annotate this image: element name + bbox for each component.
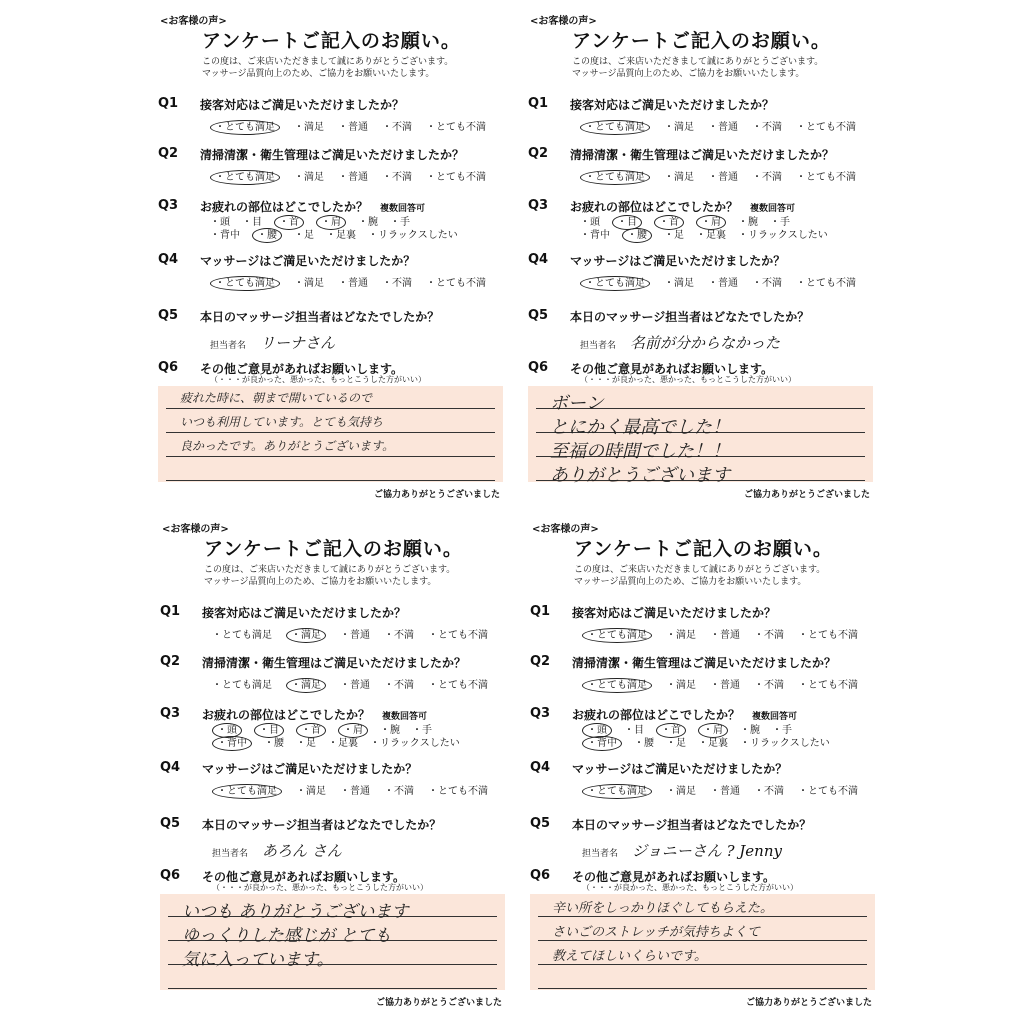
option-very-satisfied[interactable]: ・とても満足 [582,628,652,643]
option-very-dissatisfied[interactable]: ・とても不満 [428,680,488,691]
option-very-dissatisfied[interactable]: ・とても不満 [426,278,486,289]
question-number: Q3 [160,706,181,721]
staff-name: ジョニーさん ? Jenny [632,842,782,860]
sheet-intro [202,56,453,80]
body-parts [580,216,840,242]
handwritten-comment-line: さいごのストレッチが気持ちよくて [552,925,760,940]
sheet-intro [572,56,823,80]
part-leg[interactable]: ・足 [294,230,314,241]
part-eyes[interactable]: ・目 [242,217,262,228]
question-text-main: お疲れの部位はどこでしたか？ [570,200,739,214]
option-very-satisfied[interactable]: ・とても満足 [580,276,650,291]
option-dissatisfied[interactable]: ・不満 [752,278,782,289]
option-satisfied[interactable]: ・満足 [296,786,326,797]
part-neck[interactable]: ・首 [654,215,684,230]
option-very-satisfied[interactable]: ・とても満足 [212,784,282,799]
question-text: 清掃清潔・衛生管理はご満足いただけましたか？ [570,148,835,162]
rating-options [210,118,500,133]
option-neutral[interactable]: ・普通 [710,630,740,641]
part-hand[interactable]: ・手 [412,725,432,736]
thanks-text: ご協力ありがとうございました [373,490,500,500]
sheet-title: アンケートご記入のお願い。 [204,538,463,560]
option-very-satisfied[interactable]: ・とても満足 [212,630,272,641]
sheet-tag: <お客様の声> [162,524,229,535]
rating-options [212,782,502,797]
part-hand[interactable]: ・手 [772,725,792,736]
handwritten-comment-line: いつも ありがとうございます [182,902,409,922]
option-satisfied[interactable]: ・満足 [664,278,694,289]
part-arm[interactable]: ・腕 [738,217,758,228]
question-number: Q5 [528,308,549,323]
handwritten-comment-line: とにかく最高でした！ [550,417,730,438]
part-sole[interactable]: ・足裏 [698,738,728,749]
part-relax[interactable]: ・リラックスしたい [368,230,458,241]
question-number: Q5 [158,308,179,323]
part-sole[interactable]: ・足裏 [328,738,358,749]
question-text: その他ご意見があればお願いします。 [572,870,776,884]
part-head[interactable]: ・頭 [580,217,600,228]
part-eyes[interactable]: ・目 [254,723,284,738]
body-parts-row [210,229,470,242]
handwritten-comment-line: いつも利用しています。とても気持ち [180,415,384,429]
question-note: （・・・が良かった、悪かった、もっとこうした方がいい） [582,883,798,892]
option-very-dissatisfied[interactable]: ・とても不満 [428,786,488,797]
survey-sheet-3 [152,516,512,1016]
option-neutral[interactable]: ・普通 [340,786,370,797]
part-shoulder[interactable]: ・肩 [696,215,726,230]
question-text: マッサージはご満足いただけましたか？ [572,762,788,776]
option-satisfied[interactable]: ・満足 [286,678,326,693]
question-text [570,198,795,215]
thanks-text: ご協力ありがとうございました [375,998,502,1008]
question-number: Q5 [160,816,181,831]
rating-options [210,274,500,289]
comment-line [166,480,495,481]
question-number: Q6 [160,868,181,883]
option-dissatisfied[interactable]: ・不満 [382,122,412,133]
option-satisfied[interactable]: ・満足 [666,786,696,797]
handwritten-comment-line: ゆっくりした感じが とても [182,926,392,946]
question-text-main: お疲れの部位はどこでしたか？ [200,200,369,214]
part-relax[interactable]: ・リラックスしたい [740,738,830,749]
body-parts-row [582,737,842,750]
question-note: 複数回答可 [382,712,428,722]
intro-line: マッサージ品質向上のため、ご協力をお願いいたします。 [202,69,435,79]
part-shoulder[interactable]: ・肩 [316,215,346,230]
question-note: 複数回答可 [752,712,798,722]
option-very-satisfied[interactable]: ・とても満足 [210,120,280,135]
question-text: 清掃清潔・衛生管理はご満足いただけましたか？ [202,656,467,670]
option-very-dissatisfied[interactable]: ・とても不満 [798,630,858,641]
part-neck[interactable]: ・首 [274,215,304,230]
question-note: 複数回答可 [750,204,796,214]
option-very-satisfied[interactable]: ・とても満足 [580,170,650,185]
option-neutral[interactable]: ・普通 [338,122,368,133]
rating-options [582,626,872,641]
option-dissatisfied[interactable]: ・不満 [384,680,414,691]
staff-field[interactable] [580,332,780,353]
sheet-title: アンケートご記入のお願い。 [572,30,831,52]
handwritten-comment-line: ボーン [550,393,604,414]
option-dissatisfied[interactable]: ・不満 [752,172,782,183]
part-shoulder[interactable]: ・肩 [698,723,728,738]
part-head[interactable]: ・頭 [582,723,612,738]
question-number: Q4 [528,252,549,267]
option-dissatisfied[interactable]: ・不満 [384,630,414,641]
option-dissatisfied[interactable]: ・不満 [382,278,412,289]
intro-line: この度は、ご来店いただきまして誠にありがとうございます。 [202,57,454,67]
question-number: Q6 [158,360,179,375]
question-text: その他ご意見があればお願いします。 [200,362,404,376]
sheet-tag: <お客様の声> [160,16,227,27]
part-head[interactable]: ・頭 [210,217,230,228]
question-text-main: お疲れの部位はどこでしたか？ [202,708,371,722]
option-satisfied[interactable]: ・満足 [666,680,696,691]
body-parts [582,724,842,750]
body-parts-row [212,737,472,750]
rating-options [212,676,502,691]
part-head[interactable]: ・頭 [212,723,242,738]
body-parts-row [580,229,840,242]
question-text: 本日のマッサージ担当者はどなたでしたか？ [570,310,810,324]
option-very-dissatisfied[interactable]: ・とても不満 [796,278,856,289]
question-number: Q1 [160,604,181,619]
question-number: Q3 [158,198,179,213]
question-text [202,706,427,723]
staff-name: リーナさん [260,334,336,352]
question-text: マッサージはご満足いただけましたか？ [570,254,786,268]
handwritten-comment-line: 良かったです。ありがとうございます。 [180,439,395,453]
part-eyes[interactable]: ・目 [612,215,642,230]
comment-line [538,988,867,989]
option-dissatisfied[interactable]: ・不満 [754,680,784,691]
staff-field[interactable] [212,840,342,861]
comment-line [166,456,495,457]
handwritten-comment-line: 辛い所をしっかりほぐしてもらえた。 [552,901,774,916]
option-neutral[interactable]: ・普通 [338,278,368,289]
question-number: Q4 [160,760,181,775]
option-very-dissatisfied[interactable]: ・とても不満 [428,630,488,641]
part-arm[interactable]: ・腕 [740,725,760,736]
option-dissatisfied[interactable]: ・不満 [754,630,784,641]
sheet-intro [204,564,455,588]
comment-area[interactable] [530,894,875,990]
option-satisfied[interactable]: ・満足 [294,278,324,289]
body-parts [212,724,472,750]
sheet-title: アンケートご記入のお願い。 [574,538,833,560]
comment-line [538,964,867,965]
handwritten-comment-line: 気に入っています。 [182,950,334,970]
question-number: Q3 [530,706,551,721]
option-satisfied[interactable]: ・満足 [286,628,326,643]
question-number: Q2 [528,146,549,161]
question-number: Q1 [530,604,551,619]
sheet-intro [574,564,825,588]
option-very-dissatisfied[interactable]: ・とても不満 [426,122,486,133]
question-number: Q2 [160,654,181,669]
body-parts [210,216,470,242]
intro-line: この度は、ご来店いただきまして誠にありがとうございます。 [574,565,826,575]
thanks-text: ご協力ありがとうございました [743,490,870,500]
question-number: Q1 [528,96,549,111]
option-neutral[interactable]: ・普通 [708,278,738,289]
question-number: Q5 [530,816,551,831]
question-text-main: お疲れの部位はどこでしたか？ [572,708,741,722]
question-note: （・・・が良かった、悪かった、もっとこうした方がいい） [580,375,796,384]
option-very-satisfied[interactable]: ・とても満足 [582,678,652,693]
comment-area[interactable] [528,386,873,486]
part-waist[interactable]: ・腰 [634,738,654,749]
part-hand[interactable]: ・手 [390,217,410,228]
question-text: 接客対応はご満足いただけましたか？ [200,98,405,112]
option-neutral[interactable]: ・普通 [708,172,738,183]
part-leg[interactable]: ・足 [296,738,316,749]
rating-options [210,168,500,183]
body-parts-row [580,216,840,229]
rating-options [580,168,870,183]
option-very-dissatisfied[interactable]: ・とても不満 [796,172,856,183]
staff-label: 担当者名 [580,341,617,351]
option-very-dissatisfied[interactable]: ・とても不満 [426,172,486,183]
part-sole[interactable]: ・足裏 [326,230,356,241]
part-hand[interactable]: ・手 [770,217,790,228]
option-satisfied[interactable]: ・満足 [664,172,694,183]
option-satisfied[interactable]: ・満足 [294,122,324,133]
comment-line [168,988,497,989]
rating-options [580,118,870,133]
part-back[interactable]: ・背中 [210,230,240,241]
option-satisfied[interactable]: ・満足 [294,172,324,183]
comment-area[interactable] [160,894,505,990]
option-satisfied[interactable]: ・満足 [666,630,696,641]
question-text: 本日のマッサージ担当者はどなたでしたか？ [202,818,442,832]
part-waist[interactable]: ・腰 [622,228,652,243]
option-very-satisfied[interactable]: ・とても満足 [212,680,272,691]
part-eyes[interactable]: ・目 [624,725,644,736]
part-neck[interactable]: ・首 [656,723,686,738]
staff-field[interactable] [210,332,335,353]
sheet-tag: <お客様の声> [532,524,599,535]
part-sole[interactable]: ・足裏 [696,230,726,241]
body-parts-row [212,724,472,737]
question-text: マッサージはご満足いただけましたか？ [200,254,416,268]
body-parts-row [582,724,842,737]
question-number: Q3 [528,198,549,213]
part-back[interactable]: ・背中 [580,230,610,241]
option-neutral[interactable]: ・普通 [338,172,368,183]
survey-sheet-1 [150,8,510,508]
comment-line [166,408,495,409]
option-very-dissatisfied[interactable]: ・とても不満 [798,680,858,691]
option-satisfied[interactable]: ・満足 [664,122,694,133]
survey-sheet-2 [520,8,880,508]
part-back[interactable]: ・背中 [582,736,622,751]
sheet-title: アンケートご記入のお願い。 [202,30,461,52]
part-back[interactable]: ・背中 [212,736,252,751]
option-dissatisfied[interactable]: ・不満 [382,172,412,183]
part-relax[interactable]: ・リラックスしたい [370,738,460,749]
part-arm[interactable]: ・腕 [380,725,400,736]
sheet-tag: <お客様の声> [530,16,597,27]
question-text: 接客対応はご満足いただけましたか？ [570,98,775,112]
comment-line [166,432,495,433]
question-number: Q4 [530,760,551,775]
comment-area[interactable] [158,386,503,482]
option-dissatisfied[interactable]: ・不満 [752,122,782,133]
handwritten-comment-line: ありがとうございます [550,465,730,486]
question-text: その他ご意見があればお願いします。 [202,870,406,884]
question-text: その他ご意見があればお願いします。 [570,362,774,376]
question-number: Q6 [528,360,549,375]
staff-name: 名前が分からなかった [630,334,781,352]
intro-line: マッサージ品質向上のため、ご協力をお願いいたします。 [204,577,437,587]
option-neutral[interactable]: ・普通 [710,680,740,691]
question-text: 本日のマッサージ担当者はどなたでしたか？ [572,818,812,832]
option-dissatisfied[interactable]: ・不満 [384,786,414,797]
part-waist[interactable]: ・腰 [252,228,282,243]
part-arm[interactable]: ・腕 [358,217,378,228]
staff-field[interactable] [582,840,782,861]
option-very-dissatisfied[interactable]: ・とても不満 [798,786,858,797]
rating-options [582,676,872,691]
thanks-text: ご協力ありがとうございました [745,998,872,1008]
question-number: Q1 [158,96,179,111]
option-very-satisfied[interactable]: ・とても満足 [210,170,280,185]
survey-sheet-4 [522,516,882,1016]
option-neutral[interactable]: ・普通 [340,630,370,641]
question-text: 清掃清潔・衛生管理はご満足いただけましたか？ [572,656,837,670]
question-number: Q2 [158,146,179,161]
question-text: マッサージはご満足いただけましたか？ [202,762,418,776]
comment-line [538,940,867,941]
staff-label: 担当者名 [582,849,619,859]
comment-line [538,916,867,917]
option-very-satisfied[interactable]: ・とても満足 [582,784,652,799]
rating-options [580,274,870,289]
question-text [572,706,797,723]
part-relax[interactable]: ・リラックスしたい [738,230,828,241]
rating-options [582,782,872,797]
intro-line: この度は、ご来店いただきまして誠にありがとうございます。 [204,565,456,575]
handwritten-comment-line: 疲れた時に、朝まで開いているので [180,391,373,405]
part-neck[interactable]: ・首 [296,723,326,738]
question-text: 接客対応はご満足いただけましたか？ [202,606,407,620]
body-parts-row [210,216,470,229]
intro-line: この度は、ご来店いただきまして誠にありがとうございます。 [572,57,824,67]
option-neutral[interactable]: ・普通 [710,786,740,797]
staff-label: 担当者名 [210,341,247,351]
question-text: 本日のマッサージ担当者はどなたでしたか？ [200,310,440,324]
staff-label: 担当者名 [212,849,249,859]
question-text: 接客対応はご満足いただけましたか？ [572,606,777,620]
option-dissatisfied[interactable]: ・不満 [754,786,784,797]
rating-options [212,626,502,641]
question-note: （・・・が良かった、悪かった、もっとこうした方がいい） [212,883,428,892]
question-text: 清掃清潔・衛生管理はご満足いただけましたか？ [200,148,465,162]
question-note: 複数回答可 [380,204,426,214]
option-very-dissatisfied[interactable]: ・とても不満 [796,122,856,133]
question-number: Q4 [158,252,179,267]
part-waist[interactable]: ・腰 [264,738,284,749]
option-neutral[interactable]: ・普通 [708,122,738,133]
option-neutral[interactable]: ・普通 [340,680,370,691]
question-number: Q2 [530,654,551,669]
intro-line: マッサージ品質向上のため、ご協力をお願いいたします。 [572,69,805,79]
part-leg[interactable]: ・足 [664,230,684,241]
option-very-satisfied[interactable]: ・とても満足 [210,276,280,291]
question-number: Q6 [530,868,551,883]
handwritten-comment-line: 至福の時間でした！！ [550,441,730,462]
staff-name: あろん さん [262,842,342,860]
part-shoulder[interactable]: ・肩 [338,723,368,738]
question-note: （・・・が良かった、悪かった、もっとこうした方がいい） [210,375,426,384]
handwritten-comment-line: 教えてほしいくらいです。 [552,949,707,964]
question-text [200,198,425,215]
part-leg[interactable]: ・足 [666,738,686,749]
intro-line: マッサージ品質向上のため、ご協力をお願いいたします。 [574,577,807,587]
option-very-satisfied[interactable]: ・とても満足 [580,120,650,135]
